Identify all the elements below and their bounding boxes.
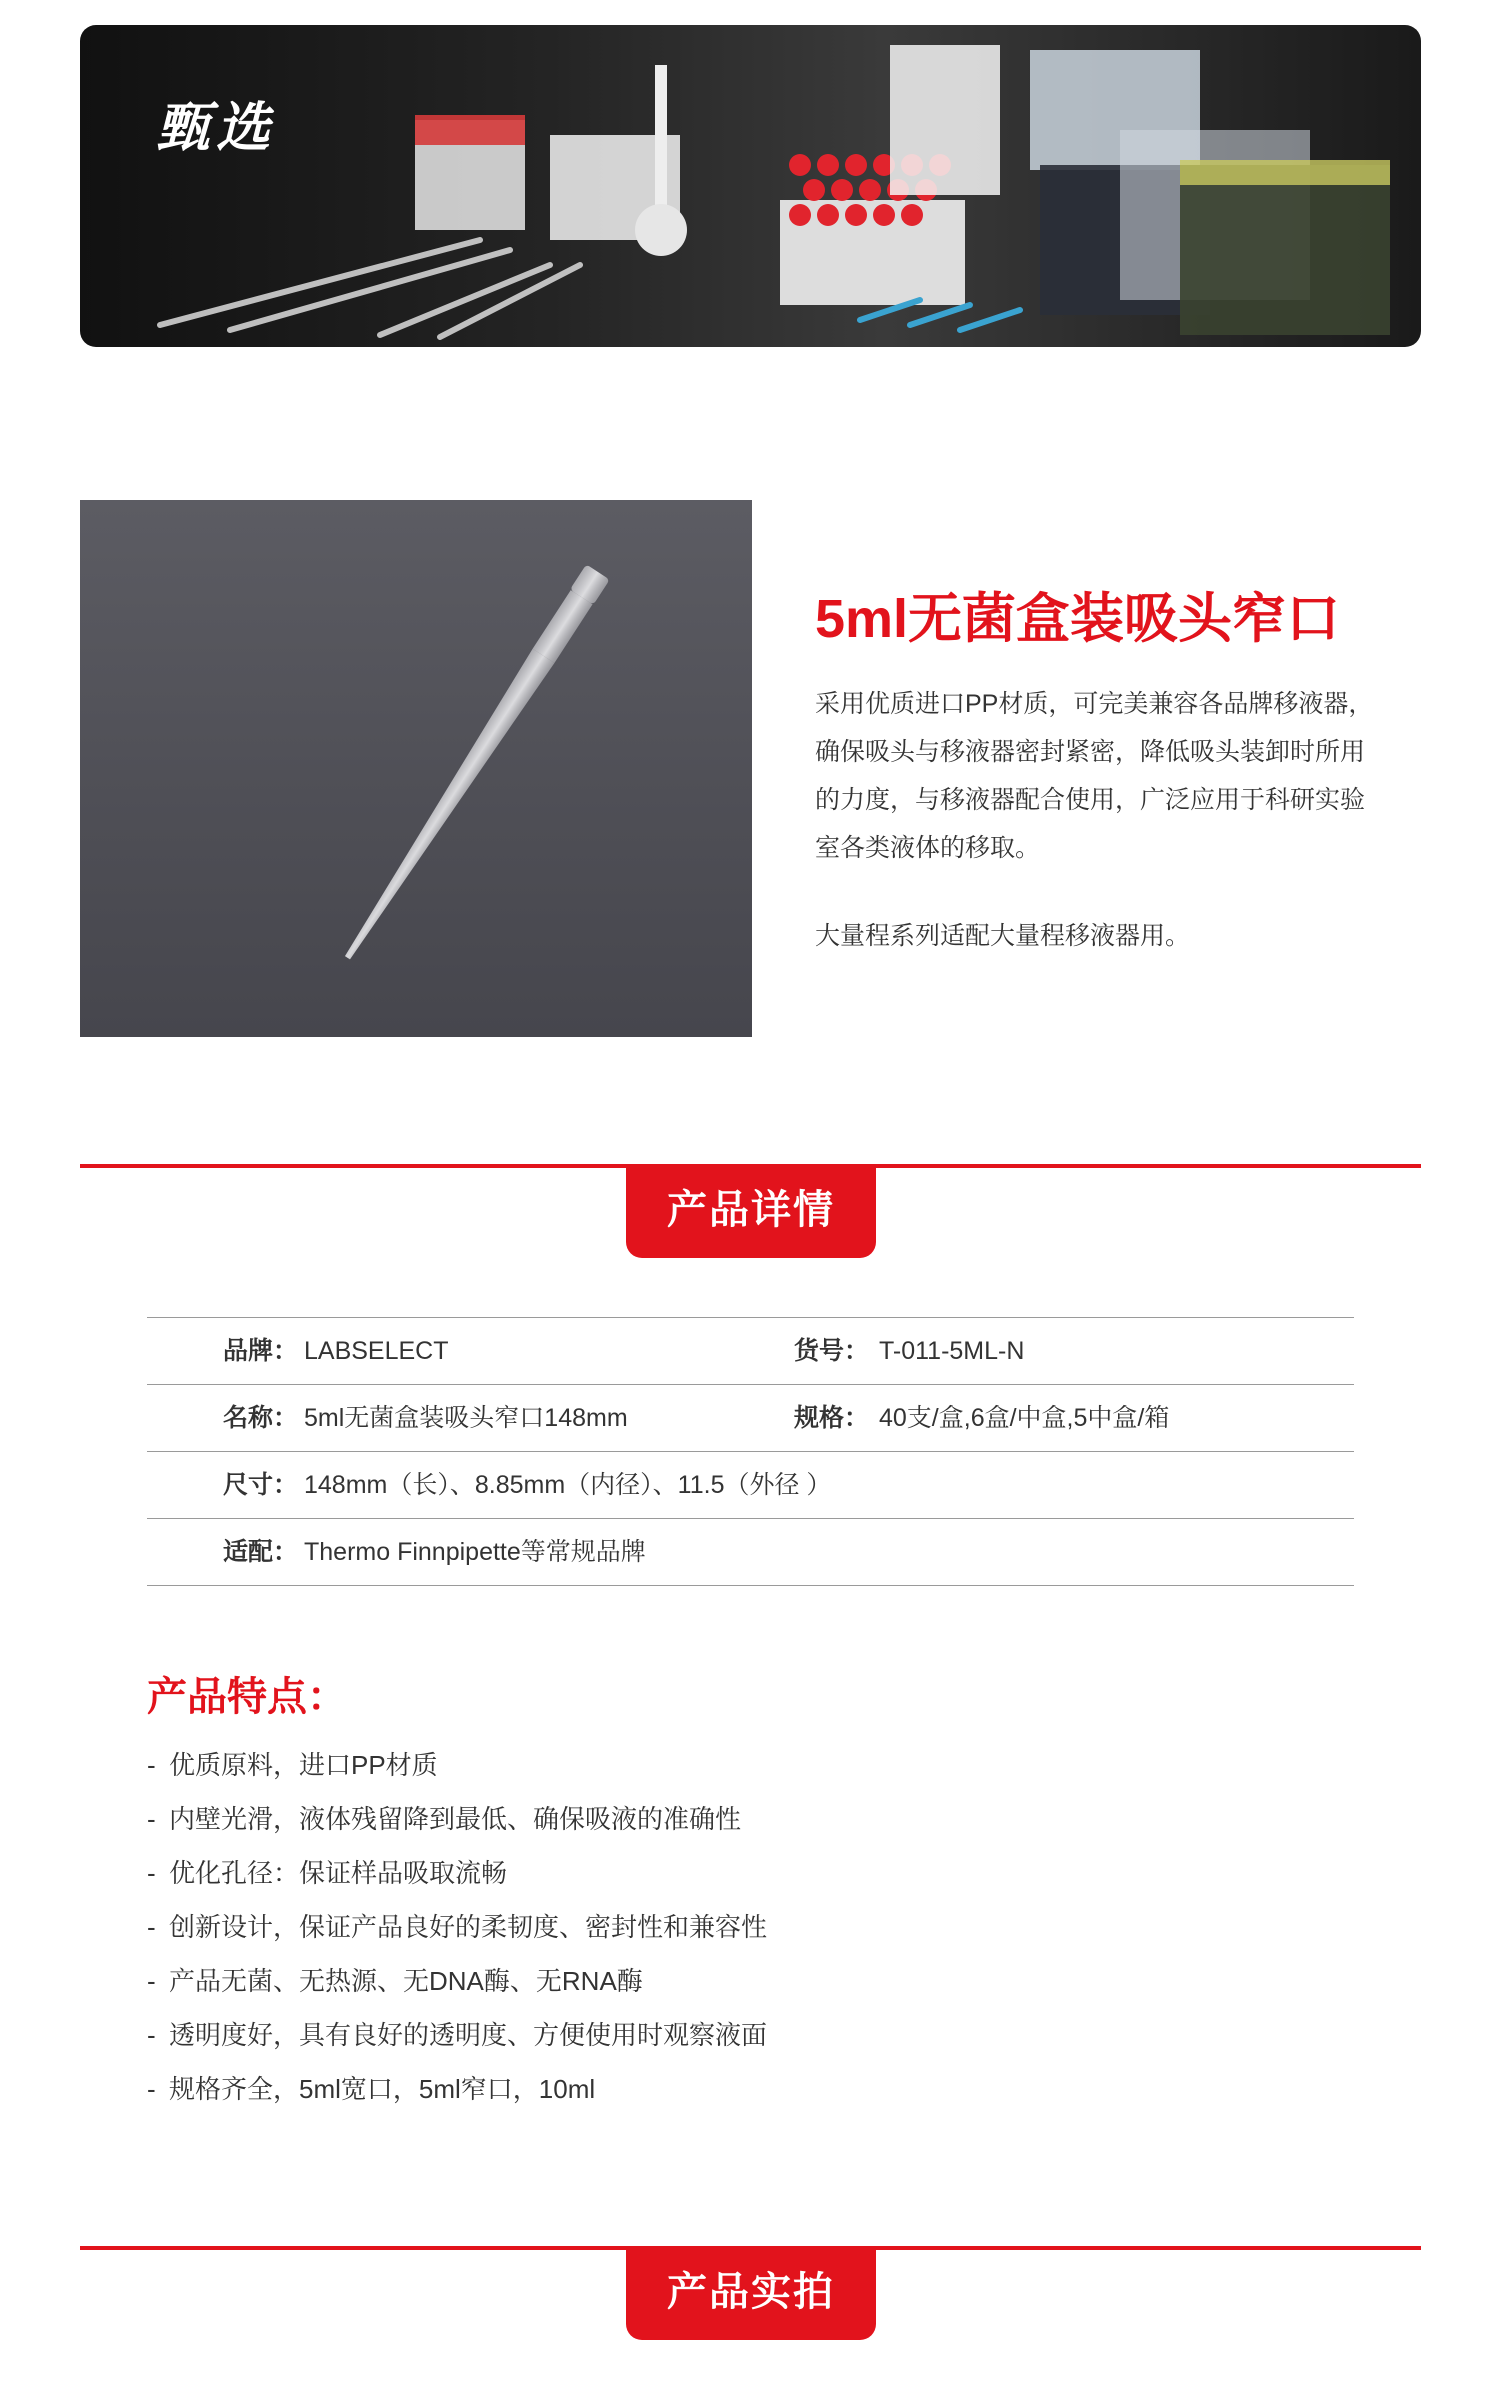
product-description-secondary: 大量程系列适配大量程移液器用。 — [815, 922, 1191, 950]
spec-value: Thermo Finnpipette等常规品牌 — [304, 1538, 646, 1566]
spec-label: 适配： — [223, 1538, 299, 1566]
product-title: 5ml无菌盒装吸头窄口 — [815, 589, 1341, 649]
spec-row-size — [147, 1452, 1354, 1519]
details-section-title: 产品详情 — [626, 1166, 876, 1258]
list-item: - 规格齐全，5ml宽口，5ml窄口，10ml — [147, 2074, 596, 2104]
spec-row-brand — [147, 1318, 1354, 1385]
photos-section-title: 产品实拍 — [626, 2248, 876, 2340]
spec-label: 品牌： — [223, 1337, 299, 1365]
list-item: - 优质原料，进口PP材质 — [147, 1750, 438, 1780]
spec-value: 148mm（长）、8.85mm（内径）、11.5（外径 ） — [304, 1471, 832, 1499]
spec-label: 货号： — [794, 1337, 870, 1365]
spec-row-compat — [147, 1519, 1354, 1586]
list-item: - 内壁光滑，液体残留降到最低、确保吸液的准确性 — [147, 1804, 742, 1834]
banner-products-image — [80, 25, 1421, 347]
banner-logo: 甄选 — [156, 98, 276, 158]
list-item: - 透明度好，具有良好的透明度、方便使用时观察液面 — [147, 2020, 768, 2050]
spec-value: T-011-5ML-N — [879, 1337, 1025, 1365]
hero-banner — [80, 25, 1421, 347]
product-photo — [80, 500, 752, 1037]
spec-label: 尺寸： — [223, 1471, 299, 1499]
list-item: - 创新设计，保证产品良好的柔韧度、密封性和兼容性 — [147, 1912, 768, 1942]
spec-label: 规格： — [794, 1404, 870, 1432]
spec-row-name — [147, 1385, 1354, 1452]
features-title: 产品特点： — [147, 1675, 347, 1719]
features-list — [147, 1738, 767, 2116]
list-item: - 产品无菌、无热源、无DNA酶、无RNA酶 — [147, 1966, 643, 1996]
product-description: 采用优质进口PP材质，可完美兼容各品牌移液器，确保吸头与移液器密封紧密，降低吸头装卸时所用的力度，与移液器配合使用，广泛应用于科研实验室各类液体的移取。 — [815, 690, 1374, 862]
spec-table — [147, 1317, 1354, 1586]
spec-value: 5ml无菌盒装吸头窄口148mm — [304, 1404, 628, 1432]
pipette-tip-image — [80, 500, 752, 1037]
spec-value: 40支/盒,6盒/中盒,5中盒/箱 — [879, 1404, 1170, 1432]
spec-value: LABSELECT — [304, 1337, 449, 1365]
spec-label: 名称： — [223, 1404, 299, 1432]
list-item: - 优化孔径：保证样品吸取流畅 — [147, 1858, 508, 1888]
